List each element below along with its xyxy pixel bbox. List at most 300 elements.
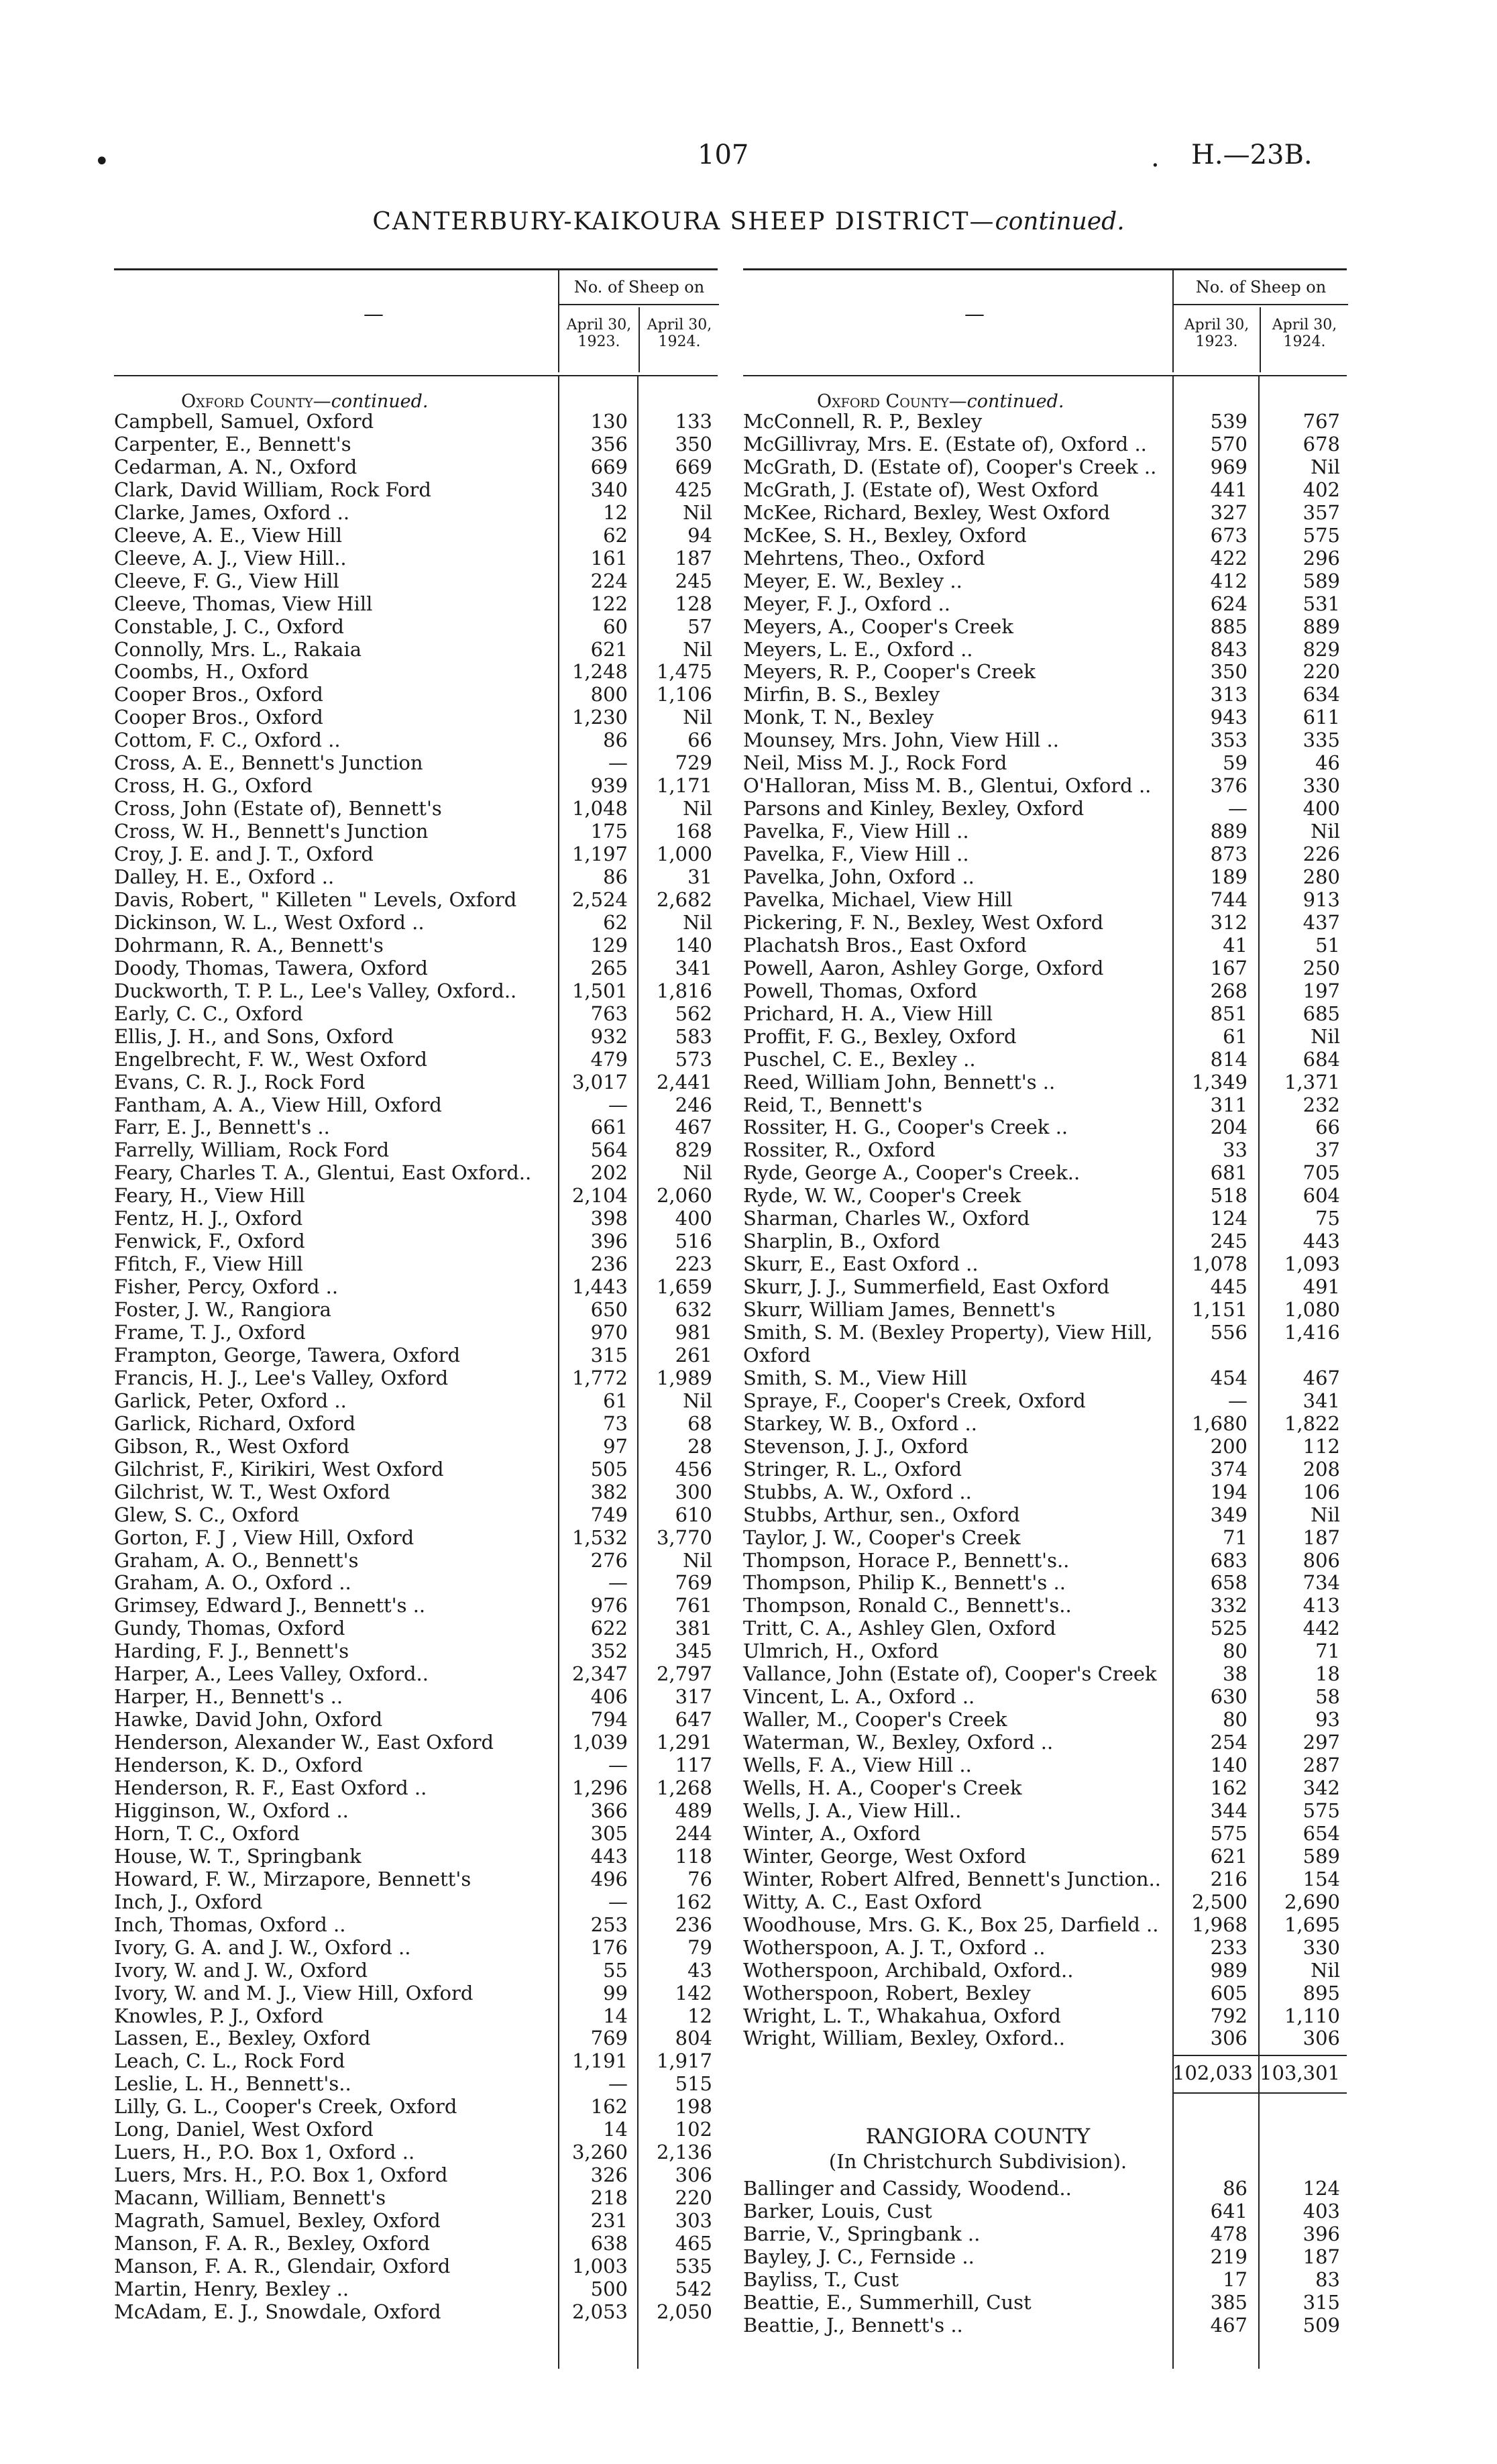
sheep-1923: 1,772 [571, 1366, 628, 1389]
holder-name: Garlick, Richard, Oxford [114, 1411, 356, 1435]
sheep-1923: 86 [1223, 2177, 1248, 2200]
holder-name: Constable, J. C., Oxford [114, 614, 344, 638]
holder-name: Waterman, W., Bexley, Oxford .. [743, 1731, 1054, 1754]
sheep-1924: 400 [675, 1207, 712, 1230]
sheep-1924: 562 [675, 1002, 712, 1025]
holder-name: Wotherspoon, Robert, Bexley [743, 1981, 1031, 2004]
sheep-1924: 654 [1302, 1821, 1340, 1845]
sheep-1924: 491 [1302, 1275, 1340, 1299]
sheep-1924: 889 [1302, 614, 1340, 638]
sheep-1924: 804 [675, 2027, 712, 2050]
sheep-1923: 525 [1210, 1617, 1248, 1640]
sheep-1923: 374 [1210, 1457, 1248, 1481]
sheep-1923: 814 [1210, 1047, 1248, 1071]
sheep-1923: 326 [590, 2163, 628, 2187]
sheep-1923: 38 [1223, 1662, 1248, 1686]
sheep-1923: 233 [1210, 1935, 1248, 1959]
sheep-1923: 61 [1223, 1024, 1248, 1048]
sheep-1924: Nil [1311, 820, 1340, 843]
sheep-1924: 303 [675, 2209, 712, 2233]
sheep-1924: 425 [675, 478, 712, 501]
county-heading: Oxford County—continued. [181, 391, 429, 412]
holder-name: Cottom, F. C., Oxford .. [114, 729, 341, 752]
holder-name: Gilchrist, W. T., West Oxford [114, 1480, 390, 1503]
holder-name: Mirfin, B. S., Bexley [743, 683, 940, 706]
holder-name: Higginson, W., Oxford .. [114, 1799, 349, 1822]
sheep-1924: 245 [675, 569, 712, 592]
sheep-1923: 556 [1210, 1321, 1248, 1344]
sheep-1923: 496 [590, 1867, 628, 1890]
sheep-1924: 729 [675, 751, 712, 775]
sheep-1924: 287 [1302, 1754, 1340, 1777]
sheep-1924: 296 [1302, 546, 1340, 570]
sheep-1923: 989 [1210, 1958, 1248, 1982]
right-column [743, 268, 1347, 2369]
sheep-1923: 1,003 [571, 2254, 628, 2278]
holder-name: Ballinger and Cassidy, Woodend.. [743, 2177, 1072, 2200]
holder-name: Prichard, H. A., View Hill [743, 1002, 993, 1025]
sheep-1923: 194 [1210, 1480, 1248, 1503]
sheep-1923: 396 [590, 1230, 628, 1253]
sheep-1923: 124 [1210, 1207, 1248, 1230]
sheep-1923: 1,680 [1191, 1411, 1248, 1435]
holder-name: Hawke, David John, Oxford [114, 1708, 383, 1731]
sheep-1924: 250 [1302, 956, 1340, 979]
sheep-1924: 515 [675, 2072, 712, 2096]
sheep-1924: 829 [1302, 637, 1340, 661]
sheep-1923: 161 [590, 546, 628, 570]
sheep-1924: 573 [675, 1047, 712, 1071]
holder-name: Thompson, Philip K., Bennett's .. [743, 1571, 1066, 1595]
sheep-1923: 1,532 [571, 1525, 628, 1549]
sheep-1924: 220 [675, 2186, 712, 2210]
sheep-1923: 792 [1210, 2004, 1248, 2027]
holder-name: Farrelly, William, Rock Ford [114, 1138, 390, 1162]
sheep-1924: 117 [675, 1754, 712, 1777]
total-rule [1172, 2092, 1347, 2094]
sheep-1923: 1,443 [571, 1275, 628, 1299]
sheep-1924: 806 [1302, 1548, 1340, 1572]
sheep-1923: 575 [1210, 1821, 1248, 1845]
holder-name: Leslie, L. H., Bennett's.. [114, 2072, 351, 2096]
holder-name: Gorton, F. J , View Hill, Oxford [114, 1525, 414, 1549]
sheep-1923: 59 [1223, 751, 1248, 775]
holder-name: Neil, Miss M. J., Rock Ford [743, 751, 1007, 775]
holder-name: Thompson, Horace P., Bennett's.. [743, 1548, 1070, 1572]
holder-name: Gilchrist, F., Kirikiri, West Oxford [114, 1457, 444, 1481]
sheep-1923: 658 [1210, 1571, 1248, 1595]
right-table-body [743, 376, 1347, 2369]
sheep-1924: 46 [1315, 751, 1340, 775]
sheep-1924: 769 [675, 1571, 712, 1595]
sheep-1924: 761 [675, 1594, 712, 1617]
holder-name: Reed, William John, Bennett's .. [743, 1070, 1056, 1093]
sheep-1923: 763 [590, 1002, 628, 1025]
year-1924-header: April 30, 1924. [1260, 307, 1348, 372]
sheep-1924: 341 [675, 956, 712, 979]
holder-name: Waller, M., Cooper's Creek [743, 1708, 1007, 1731]
sheep-1924: 317 [675, 1685, 712, 1709]
sheep-1924: 1,822 [1284, 1411, 1340, 1435]
holder-name: Croy, J. E. and J. T., Oxford [114, 843, 374, 866]
sheep-1924: 246 [675, 1093, 712, 1116]
sheep-1924: 2,797 [656, 1662, 712, 1686]
holder-name: Doody, Thomas, Tawera, Oxford [114, 956, 428, 979]
sheep-1924: 102 [675, 2118, 712, 2141]
sheep-1924: 187 [1302, 1525, 1340, 1549]
sheep-1924: 51 [1315, 933, 1340, 957]
holder-name: Fisher, Percy, Oxford .. [114, 1275, 339, 1299]
sheep-1923: 315 [590, 1343, 628, 1367]
sheep-1924: 357 [1302, 500, 1340, 524]
sheep-1923: 794 [590, 1708, 628, 1731]
sheep-1924: 37 [1315, 1138, 1340, 1162]
county-subheading: (In Christchurch Subdivision). [828, 2150, 1127, 2174]
holder-name: Leach, C. L., Rock Ford [114, 2049, 345, 2073]
sheep-1923: 216 [1210, 1867, 1248, 1890]
holder-name: Henderson, Alexander W., East Oxford [114, 1731, 494, 1754]
sheep-1923: 621 [590, 637, 628, 661]
sheep-1923: 99 [603, 1981, 628, 2004]
sheep-1924: 634 [1302, 683, 1340, 706]
sheep-1923: 445 [1210, 1275, 1248, 1299]
page-title: CANTERBURY-KAIKOURA SHEEP DISTRICT—continued. [372, 208, 1125, 235]
sheep-1924: 187 [1302, 2245, 1340, 2269]
sheep-1923: — [608, 1754, 628, 1777]
sheep-1924: 437 [1302, 910, 1340, 934]
sheep-1924: Nil [683, 1389, 712, 1412]
sheep-1923: — [608, 1890, 628, 1913]
sheep-1923: 398 [590, 1207, 628, 1230]
sheep-1924: 2,441 [656, 1070, 712, 1093]
sheep-1923: 650 [590, 1298, 628, 1322]
sheep-1924: 1,291 [656, 1731, 712, 1754]
sheep-1924: 2,050 [656, 2300, 712, 2323]
sheep-1923: 350 [1210, 660, 1248, 684]
sheep-1924: 71 [1315, 1640, 1340, 1663]
holder-name: Henderson, R. F., East Oxford .. [114, 1776, 427, 1799]
sheep-1923: 406 [590, 1685, 628, 1709]
sheep-1923: 630 [1210, 1685, 1248, 1709]
holder-name: Horn, T. C., Oxford [114, 1821, 300, 1845]
sheep-1924: 1,268 [656, 1776, 712, 1799]
holder-name: Wells, H. A., Cooper's Creek [743, 1776, 1022, 1799]
holder-name: Proffit, F. G., Bexley, Oxford [743, 1024, 1017, 1048]
sheep-1924: 93 [1315, 1708, 1340, 1731]
header-dash: — [364, 303, 384, 326]
total-1923: 102,033 [1172, 2061, 1253, 2085]
sheep-1924: 381 [675, 1617, 712, 1640]
sheep-1924: 3,770 [656, 1525, 712, 1549]
holder-name: O'Halloran, Miss M. B., Glentui, Oxford .. [743, 774, 1152, 798]
holder-name: Plachatsh Bros., East Oxford [743, 933, 1027, 957]
sheep-count-group [1172, 270, 1348, 372]
sheep-1923: 332 [1210, 1594, 1248, 1617]
total-1924: 103,301 [1260, 2061, 1340, 2085]
sheep-1923: 366 [590, 1799, 628, 1822]
holder-name: Skurr, E., East Oxford .. [743, 1252, 979, 1276]
holder-name: Pavelka, Michael, View Hill [743, 888, 1013, 911]
holder-name: Feary, H., View Hill [114, 1184, 305, 1208]
holder-name: Clark, David William, Rock Ford [114, 478, 431, 501]
sheep-1923: 219 [1210, 2245, 1248, 2269]
right-table-header [743, 268, 1347, 376]
holder-name: Graham, A. O., Bennett's [114, 1548, 359, 1572]
holder-name: Beattie, E., Summerhill, Cust [743, 2291, 1032, 2314]
sheep-1924: 12 [687, 2004, 712, 2027]
sheep-1924: 1,171 [656, 774, 712, 798]
group-title: No. of Sheep on [559, 270, 719, 305]
sheep-1923: 33 [1223, 1138, 1248, 1162]
sheep-1923: 889 [1210, 820, 1248, 843]
sheep-1924: 341 [1302, 1389, 1340, 1412]
sheep-1924: 124 [1302, 2177, 1340, 2200]
sheep-1924: 647 [675, 1708, 712, 1731]
county-heading: Oxford County—continued. [817, 391, 1064, 412]
group-title: No. of Sheep on [1174, 270, 1348, 305]
sheep-1924: 589 [1302, 1844, 1340, 1868]
sheep-1923: 843 [1210, 637, 1248, 661]
sheep-1924: 1,917 [656, 2049, 712, 2073]
sheep-1923: 202 [590, 1161, 628, 1185]
holder-name: McGrath, D. (Estate of), Cooper's Creek .. [743, 455, 1157, 478]
holder-name: Stubbs, A. W., Oxford .. [743, 1480, 972, 1503]
sheep-1924: 589 [1302, 569, 1340, 592]
sheep-1923: 885 [1210, 614, 1248, 638]
sheep-1924: 128 [675, 592, 712, 615]
holder-name: Winter, A., Oxford [743, 1821, 921, 1845]
sheep-1924: 1,371 [1284, 1070, 1340, 1093]
sheep-1924: 1,416 [1284, 1321, 1340, 1344]
holder-name: Bayley, J. C., Fernside .. [743, 2245, 975, 2269]
holder-name: Graham, A. O., Oxford .. [114, 1571, 351, 1595]
holder-name: Meyers, R. P., Cooper's Creek [743, 660, 1036, 684]
sheep-1924: 467 [675, 1116, 712, 1139]
sheep-1924: 509 [1302, 2314, 1340, 2337]
holder-name: McGrath, J. (Estate of), West Oxford [743, 478, 1099, 501]
sheep-1923: 1,191 [571, 2049, 628, 2073]
sheep-1923: 669 [590, 455, 628, 478]
holder-name: McAdam, E. J., Snowdale, Oxford [114, 2300, 441, 2323]
holder-name: Luers, Mrs. H., P.O. Box 1, Oxford [114, 2163, 448, 2187]
holder-name: Campbell, Samuel, Oxford [114, 410, 374, 433]
sheep-1924: 236 [675, 1913, 712, 1936]
holder-name: Winter, George, West Oxford [743, 1844, 1027, 1868]
sheep-1923: 200 [1210, 1434, 1248, 1458]
sheep-1924: 18 [1315, 1662, 1340, 1686]
sheep-1923: — [608, 1571, 628, 1595]
sheep-1923: 306 [1210, 2027, 1248, 2050]
sheep-1924: 767 [1302, 410, 1340, 433]
holder-name: Frampton, George, Tawera, Oxford [114, 1343, 461, 1367]
holder-name: Gundy, Thomas, Oxford [114, 1617, 345, 1640]
holder-name: Stubbs, Arthur, sen., Oxford [743, 1503, 1020, 1526]
holder-name: Barker, Louis, Cust [743, 2200, 932, 2223]
holder-name: Cleeve, A. J., View Hill.. [114, 546, 347, 570]
sheep-1924: Nil [1311, 1503, 1340, 1526]
sheep-1924: 1,080 [1284, 1298, 1340, 1322]
sheep-1924: 402 [1302, 478, 1340, 501]
sheep-1923: 1,248 [571, 660, 628, 684]
holder-name: Farr, E. J., Bennett's .. [114, 1116, 330, 1139]
sheep-1924: Nil [683, 637, 712, 661]
sheep-1923: 86 [603, 729, 628, 752]
holder-name: Cooper Bros., Oxford [114, 683, 323, 706]
holder-name: Ryde, W. W., Cooper's Creek [743, 1184, 1021, 1208]
sheep-1923: 943 [1210, 706, 1248, 729]
year-1923-header: April 30, 1923. [1184, 317, 1250, 350]
sheep-1923: 349 [1210, 1503, 1248, 1526]
holder-name: Wells, J. A., View Hill.. [743, 1799, 962, 1822]
sheep-1923: 443 [590, 1844, 628, 1868]
header-dash: — [964, 303, 985, 326]
year-1924-header: April 30, 1924. [639, 307, 719, 372]
sheep-1923: 2,053 [571, 2300, 628, 2323]
holder-name: Wright, William, Bexley, Oxford.. [743, 2027, 1066, 2050]
holder-name: House, W. T., Springbank [114, 1844, 362, 1868]
sheep-1923: 14 [603, 2118, 628, 2141]
sheep-1924: 83 [1315, 2268, 1340, 2292]
holder-name: Foster, J. W., Rangiora [114, 1298, 331, 1322]
holder-name: Ivory, W. and M. J., View Hill, Oxford [114, 1981, 474, 2004]
sheep-1923: 2,347 [571, 1662, 628, 1686]
sheep-1923: 167 [1210, 956, 1248, 979]
sheep-1924: 1,110 [1284, 2004, 1340, 2027]
sheep-1924: 913 [1302, 888, 1340, 911]
sheep-1924: 734 [1302, 1571, 1340, 1595]
sheep-1924: 705 [1302, 1161, 1340, 1185]
holder-name: Engelbrecht, F. W., West Oxford [114, 1047, 427, 1071]
holder-name: Wotherspoon, Archibald, Oxford.. [743, 1958, 1074, 1982]
holder-name: McGillivray, Mrs. E. (Estate of), Oxford .. [743, 432, 1147, 456]
holder-name: Barrie, V., Springbank .. [743, 2222, 981, 2246]
sheep-1923: 467 [1210, 2314, 1248, 2337]
sheep-1924: 1,093 [1284, 1252, 1340, 1276]
sheep-1924: 2,690 [1284, 1890, 1340, 1913]
holder-name: Martin, Henry, Bexley .. [114, 2277, 349, 2300]
holder-name: Stringer, R. L., Oxford [743, 1457, 962, 1481]
sheep-1923: 1,230 [571, 706, 628, 729]
sheep-1924: 118 [675, 1844, 712, 1868]
sheep-1923: 683 [1210, 1548, 1248, 1572]
holder-name: Clarke, James, Oxford .. [114, 500, 350, 524]
sheep-1924: 669 [675, 455, 712, 478]
sheep-1923: 1,197 [571, 843, 628, 866]
holder-name: Magrath, Samuel, Bexley, Oxford [114, 2209, 441, 2233]
sheep-1923: 1,349 [1191, 1070, 1248, 1093]
sheep-1923: 2,104 [571, 1184, 628, 1208]
holder-name: Taylor, J. W., Cooper's Creek [743, 1525, 1021, 1549]
sheep-1924: 465 [675, 2232, 712, 2255]
holder-name: Monk, T. N., Bexley [743, 706, 934, 729]
sheep-1923: 564 [590, 1138, 628, 1162]
holder-name: Winter, Robert Alfred, Bennett's Junction.. [743, 1867, 1162, 1890]
sheep-1924: 610 [675, 1503, 712, 1526]
sheep-1923: 140 [1210, 1754, 1248, 1777]
sheep-1924: 28 [687, 1434, 712, 1458]
holder-name: Harper, H., Bennett's .. [114, 1685, 343, 1709]
sheep-1923: 189 [1210, 865, 1248, 888]
sheep-1923: 224 [590, 569, 628, 592]
sheep-1924: 489 [675, 1799, 712, 1822]
holder-name: Ivory, G. A. and J. W., Oxford .. [114, 1935, 411, 1959]
holder-name: Ivory, W. and J. W., Oxford [114, 1958, 368, 1982]
holder-name: Ffitch, F., View Hill [114, 1252, 303, 1276]
sheep-1923: 176 [590, 1935, 628, 1959]
sheep-1924: 531 [1302, 592, 1340, 615]
sheep-1923: 1,501 [571, 979, 628, 1002]
sheep-1923: 129 [590, 933, 628, 957]
holder-name: Early, C. C., Oxford [114, 1002, 303, 1025]
holder-name: Feary, Charles T. A., Glentui, East Oxford.. [114, 1161, 532, 1185]
sheep-1924: 106 [1302, 1480, 1340, 1503]
sheep-1923: 204 [1210, 1116, 1248, 1139]
sheep-1923: 268 [1210, 979, 1248, 1002]
holder-name: Meyers, L. E., Oxford .. [743, 637, 973, 661]
sheep-1924: Nil [683, 797, 712, 820]
holder-name: Woodhouse, Mrs. G. K., Box 25, Darfield .. [743, 1913, 1159, 1936]
sheep-1923: 1,151 [1191, 1298, 1248, 1322]
sheep-1924: 330 [1302, 1935, 1340, 1959]
sheep-1923: 769 [590, 2027, 628, 2050]
sheep-1923: 352 [590, 1640, 628, 1663]
sheep-1924: 58 [1315, 1685, 1340, 1709]
sheep-1923: 356 [590, 432, 628, 456]
sheep-1924: 829 [675, 1138, 712, 1162]
sheep-1923: 17 [1223, 2268, 1248, 2292]
sheep-1923: 130 [590, 410, 628, 433]
holder-name: Fentz, H. J., Oxford [114, 1207, 303, 1230]
left-table-body [114, 376, 718, 2369]
sheep-1923: 385 [1210, 2291, 1248, 2314]
sheep-1923: 312 [1210, 910, 1248, 934]
sheep-1923: — [608, 1093, 628, 1116]
holder-name: Manson, F. A. R., Bexley, Oxford [114, 2232, 431, 2255]
sheep-1923: 2,500 [1191, 1890, 1248, 1913]
holder-name: McKee, S. H., Bexley, Oxford [743, 523, 1027, 547]
sheep-1924: 43 [687, 1958, 712, 1982]
sheep-1923: 621 [1210, 1844, 1248, 1868]
sheep-1923: — [1228, 1389, 1248, 1412]
holder-name: Starkey, W. B., Oxford .. [743, 1411, 977, 1435]
holder-name: Ulmrich, H., Oxford [743, 1640, 939, 1663]
sheep-1923: 60 [603, 614, 628, 638]
holder-name: Henderson, K. D., Oxford [114, 1754, 363, 1777]
sheep-1923: 976 [590, 1594, 628, 1617]
sheep-1924: 66 [687, 729, 712, 752]
sheep-1924: 442 [1302, 1617, 1340, 1640]
sheep-1924: 306 [675, 2163, 712, 2187]
sheep-1924: 456 [675, 1457, 712, 1481]
holder-name: Inch, Thomas, Oxford .. [114, 1913, 346, 1936]
holder-name: Meyer, E. W., Bexley .. [743, 569, 962, 592]
sheep-1924: 244 [675, 1821, 712, 1845]
sheep-1924: 583 [675, 1024, 712, 1048]
holder-name: Bayliss, T., Cust [743, 2268, 899, 2292]
sheep-1924: 467 [1302, 1366, 1340, 1389]
sheep-1923: 744 [1210, 888, 1248, 911]
sheep-1923: 518 [1210, 1184, 1248, 1208]
sheep-1923: 1,296 [571, 1776, 628, 1799]
sheep-1924: 76 [687, 1867, 712, 1890]
sheep-1924: 345 [675, 1640, 712, 1663]
sheep-1923: 55 [603, 1958, 628, 1982]
sheep-1924: 300 [675, 1480, 712, 1503]
sheep-1924: 1,000 [656, 843, 712, 866]
sheep-1923: 505 [590, 1457, 628, 1481]
sheep-1924: Nil [683, 1548, 712, 1572]
sheep-1924: Nil [1311, 1958, 1340, 1982]
